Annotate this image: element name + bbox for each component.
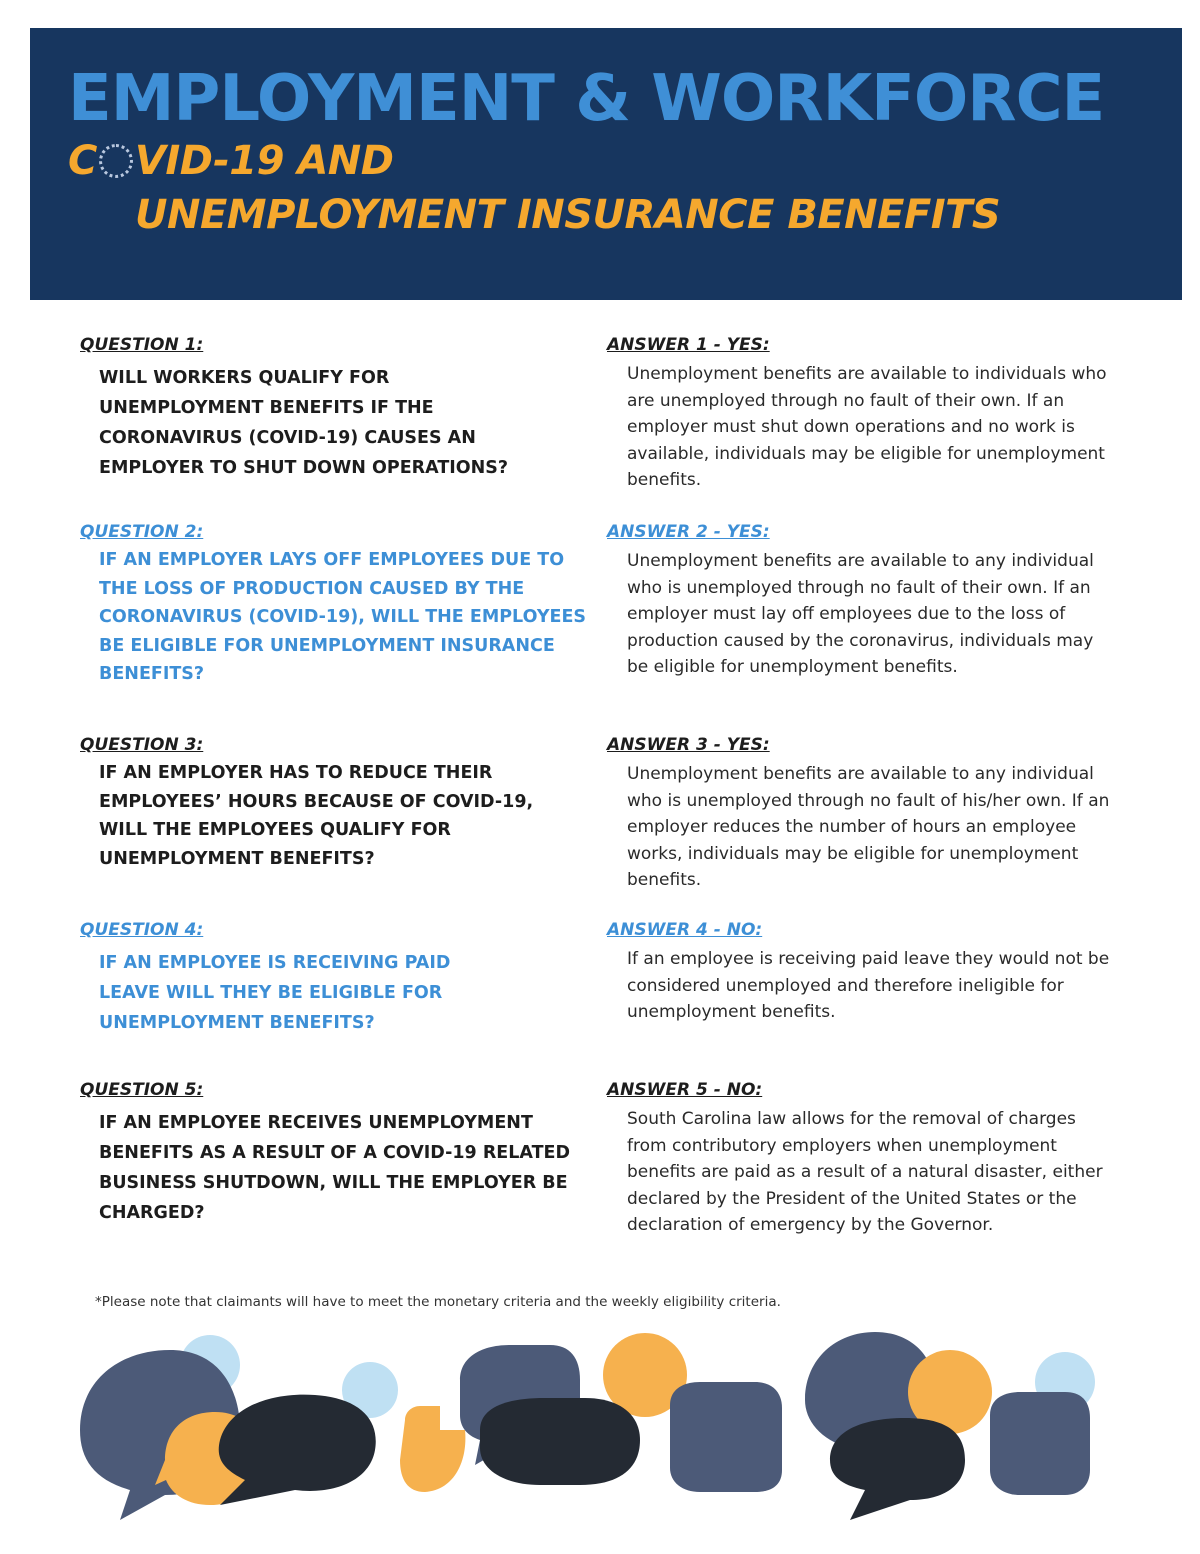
subtitle-line-2: UNEMPLOYMENT INSURANCE BENEFITS [135, 192, 1001, 238]
answer-label: ANSWER 3 - YES: [607, 735, 770, 755]
question-label: QUESTION 1: [80, 335, 204, 355]
answer-block-4 [607, 920, 1147, 1026]
question-label: QUESTION 4: [80, 920, 204, 940]
speech-bubbles-illustration [60, 1320, 1160, 1540]
subtitle-line-1 [68, 138, 393, 184]
answer-text: If an employee is receiving paid leave they would not be considered unemployed and therefore ineligible for unemployment benefits. [627, 949, 1110, 1022]
bubble-dark-3 [830, 1418, 965, 1520]
answer-label: ANSWER 4 - NO: [607, 920, 763, 940]
answer-text: South Carolina law allows for the removal of charges from contributory employers when unemployment benefits are paid as a result of a natural disaster, either declared by the President of the United States or the declaration of emergency by the Governor. [627, 1109, 1103, 1235]
question-label: QUESTION 5: [80, 1080, 204, 1100]
bubble-dark-2 [480, 1398, 640, 1485]
answer-text: Unemployment benefits are available to any individual who is unemployed through no fault of his/her own. If an employer reduces the number of hours an employee works, individuals may be eligible for unemployment benefits. [627, 764, 1110, 890]
answer-label: ANSWER 1 - YES: [607, 335, 770, 355]
question-block-3 [80, 735, 600, 873]
subtitle-prefix: C [68, 138, 97, 184]
answer-block-5 [607, 1080, 1147, 1239]
answer-text: Unemployment benefits are available to any individual who is unemployed through no fault of their own. If an employer must lay off employees due to the loss of production caused by the coronavirus, individuals may be eligible for unemployment benefits. [627, 551, 1094, 677]
question-block-1 [80, 335, 600, 483]
answer-text: Unemployment benefits are available to individuals who are unemployed through no fault of their own. If an employer must shut down operations and no work is available, individuals may be eligible for unemployment benefits. [627, 364, 1107, 490]
answer-block-2 [607, 522, 1147, 681]
answer-block-3 [607, 735, 1147, 894]
question-block-4 [80, 920, 600, 1038]
question-label: QUESTION 2: [80, 522, 204, 542]
question-text: WILL WORKERS QUALIFY FOR UNEMPLOYMENT BENEFITS IF THE CORONAVIRUS (COVID-19) CAUSES AN EMPLOYER TO SHUT DOWN OPERATIONS? [99, 368, 509, 478]
bubble-grey-3 [670, 1382, 782, 1492]
page-title: EMPLOYMENT & WORKFORCE [68, 62, 1105, 136]
question-text: IF AN EMPLOYER LAYS OFF EMPLOYEES DUE TO THE LOSS OF PRODUCTION CAUSED BY THE CORONAVIRUS (COVID-19), WILL THE EMPLOYEES BE ELIGIBLE FOR UNEMPLOYMENT INSURANCE BENEFITS? [99, 550, 587, 684]
footnote: *Please note that claimants will have to meet the monetary criteria and the weekly eligibility criteria. [95, 1294, 781, 1310]
bubble-dark-1 [219, 1395, 376, 1505]
virus-icon [99, 144, 133, 178]
question-label: QUESTION 3: [80, 735, 204, 755]
question-block-5 [80, 1080, 600, 1228]
answer-label: ANSWER 5 - NO: [607, 1080, 763, 1100]
question-text: IF AN EMPLOYEE IS RECEIVING PAID LEAVE WILL THEY BE ELIGIBLE FOR UNEMPLOYMENT BENEFITS? [99, 953, 451, 1033]
bubble-grey-5 [990, 1392, 1090, 1495]
question-text: IF AN EMPLOYER HAS TO REDUCE THEIR EMPLOYEES’ HOURS BECAUSE OF COVID-19, WILL THE EMPLOYEES QUALIFY FOR UNEMPLOYMENT BENEFITS? [99, 763, 534, 869]
question-text: IF AN EMPLOYEE RECEIVES UNEMPLOYMENT BENEFITS AS A RESULT OF A COVID-19 RELATED BUSINESS SHUTDOWN, WILL THE EMPLOYER BE CHARGED? [99, 1113, 571, 1223]
bubble-orange-2 [400, 1406, 465, 1492]
answer-label: ANSWER 2 - YES: [607, 522, 770, 542]
subtitle-suffix: VID-19 AND [134, 138, 394, 184]
question-block-2 [80, 522, 600, 689]
answer-block-1 [607, 335, 1147, 494]
